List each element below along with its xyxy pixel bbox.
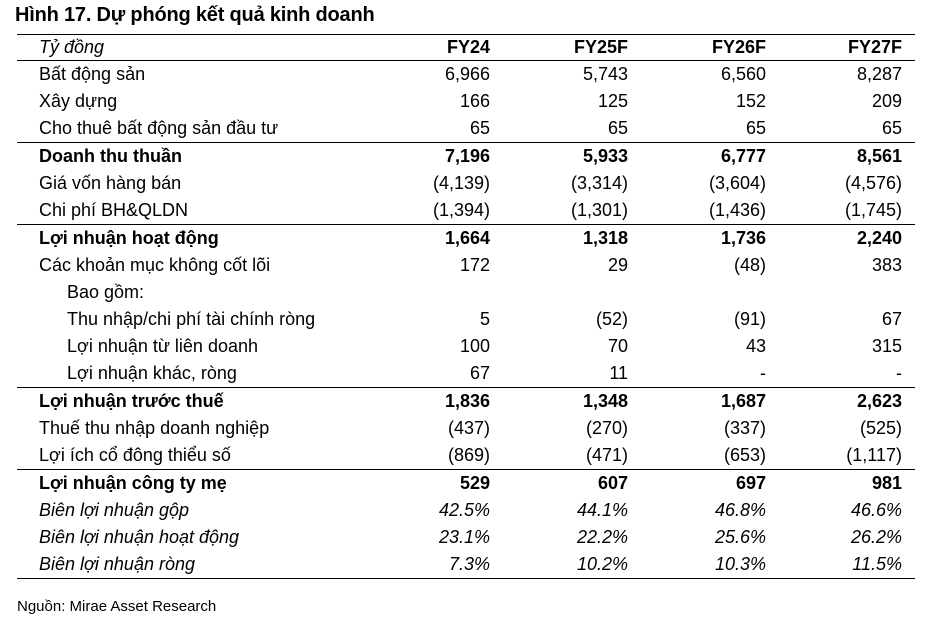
row-value: (3,604) bbox=[708, 173, 766, 193]
row-value: 172 bbox=[459, 255, 490, 275]
row-value: (337) bbox=[723, 418, 766, 438]
table-row bbox=[17, 115, 915, 143]
row-label: Lợi nhuận từ liên doanh bbox=[67, 336, 258, 356]
row-value: 11 bbox=[609, 363, 628, 383]
row-value: 44.1% bbox=[576, 500, 628, 520]
row-value: 65 bbox=[745, 118, 766, 138]
row-value: 42.5% bbox=[438, 500, 490, 520]
year-header: FY25F bbox=[573, 37, 628, 57]
year-header: FY26F bbox=[711, 37, 766, 57]
row-label: Bất động sản bbox=[39, 64, 146, 84]
row-value: 26.2% bbox=[850, 527, 902, 547]
row-value: (471) bbox=[585, 445, 628, 465]
row-value: 5,743 bbox=[582, 64, 628, 84]
table-row bbox=[17, 306, 915, 333]
table-row bbox=[17, 442, 915, 470]
row-value: (52) bbox=[595, 309, 628, 329]
row-value: 166 bbox=[459, 91, 490, 111]
row-value: 6,777 bbox=[720, 146, 766, 166]
row-value: (525) bbox=[859, 418, 902, 438]
row-label: Các khoản mục không cốt lõi bbox=[39, 255, 271, 275]
row-value: 697 bbox=[735, 473, 766, 493]
row-value: (91) bbox=[733, 309, 766, 329]
row-value: 607 bbox=[597, 473, 628, 493]
row-value: 6,966 bbox=[444, 64, 490, 84]
unit-header: Tỷ đồng bbox=[39, 37, 105, 57]
table-row bbox=[17, 225, 915, 253]
row-value: 7.3% bbox=[448, 554, 490, 574]
row-value: (1,745) bbox=[844, 200, 902, 220]
row-value: 70 bbox=[607, 336, 628, 356]
table-row bbox=[17, 415, 915, 442]
row-value: 65 bbox=[881, 118, 902, 138]
table-row bbox=[17, 551, 915, 579]
row-value: 1,348 bbox=[582, 391, 628, 411]
figure-title: Hình 17. Dự phóng kết quả kinh doanh bbox=[15, 4, 375, 26]
row-label: Xây dựng bbox=[39, 91, 118, 111]
row-label: Biên lợi nhuận gộp bbox=[39, 500, 189, 520]
row-value: (4,139) bbox=[432, 173, 490, 193]
row-value bbox=[490, 279, 628, 306]
row-label: Lợi ích cổ đông thiểu số bbox=[39, 445, 231, 465]
row-label: Bao gồm: bbox=[67, 282, 145, 302]
row-value bbox=[766, 279, 915, 306]
row-value: 315 bbox=[871, 336, 902, 356]
table-row bbox=[17, 360, 915, 388]
row-value: 1,318 bbox=[582, 228, 628, 248]
row-label: Biên lợi nhuận ròng bbox=[39, 554, 195, 574]
row-label: Lợi nhuận trước thuế bbox=[39, 391, 224, 411]
row-value: 11.5% bbox=[852, 554, 902, 574]
row-label: Doanh thu thuần bbox=[39, 146, 182, 166]
row-value: 529 bbox=[459, 473, 490, 493]
row-value: 7,196 bbox=[444, 146, 490, 166]
row-value: 10.2% bbox=[576, 554, 628, 574]
row-value: 43 bbox=[745, 336, 766, 356]
row-value: 152 bbox=[735, 91, 766, 111]
row-label: Giá vốn hàng bán bbox=[39, 173, 182, 193]
row-value: (1,301) bbox=[570, 200, 628, 220]
row-value: 23.1% bbox=[438, 527, 490, 547]
row-value: 209 bbox=[871, 91, 902, 111]
row-value: (869) bbox=[447, 445, 490, 465]
row-value: 1,664 bbox=[444, 228, 490, 248]
row-value: 6,560 bbox=[720, 64, 766, 84]
source-note: Nguồn: Mirae Asset Research bbox=[17, 598, 217, 615]
row-value: 29 bbox=[607, 255, 628, 275]
row-value: 2,240 bbox=[856, 228, 902, 248]
row-value: 67 bbox=[881, 309, 902, 329]
row-value: (437) bbox=[447, 418, 490, 438]
row-value: (1,394) bbox=[432, 200, 490, 220]
row-value: (1,436) bbox=[708, 200, 766, 220]
row-value: 2,623 bbox=[856, 391, 902, 411]
row-value: (48) bbox=[733, 255, 766, 275]
row-value: 1,736 bbox=[720, 228, 766, 248]
row-value: 5 bbox=[479, 309, 490, 329]
row-value: 10.3% bbox=[714, 554, 766, 574]
row-value: 46.8% bbox=[714, 500, 766, 520]
row-value: 8,561 bbox=[856, 146, 902, 166]
row-value: 1,687 bbox=[720, 391, 766, 411]
table-row bbox=[17, 170, 915, 197]
row-value: 65 bbox=[469, 118, 490, 138]
row-label: Chi phí BH&QLDN bbox=[39, 200, 189, 220]
table-row bbox=[17, 524, 915, 551]
table-row bbox=[17, 470, 915, 498]
table-row bbox=[17, 143, 915, 171]
row-label: Lợi nhuận khác, ròng bbox=[67, 363, 237, 383]
row-value: - bbox=[896, 363, 902, 383]
row-value: 981 bbox=[871, 473, 902, 493]
year-header: FY27F bbox=[847, 37, 902, 57]
row-label: Lợi nhuận hoạt động bbox=[39, 228, 219, 248]
row-value bbox=[352, 279, 490, 306]
table-row bbox=[17, 388, 915, 416]
row-value: - bbox=[760, 363, 766, 383]
table-header-row bbox=[17, 35, 915, 61]
row-value: (270) bbox=[585, 418, 628, 438]
row-value: 46.6% bbox=[850, 500, 902, 520]
row-value: 22.2% bbox=[576, 527, 628, 547]
table-row bbox=[17, 279, 915, 306]
row-value: 5,933 bbox=[582, 146, 628, 166]
row-value: (1,117) bbox=[846, 445, 902, 465]
row-value bbox=[628, 279, 766, 306]
row-value: 65 bbox=[607, 118, 628, 138]
row-value: 383 bbox=[871, 255, 902, 275]
row-value: 125 bbox=[597, 91, 628, 111]
table-body bbox=[17, 61, 915, 579]
table-row bbox=[17, 88, 915, 115]
table-row bbox=[17, 333, 915, 360]
row-value: (4,576) bbox=[844, 173, 902, 193]
row-label: Lợi nhuận công ty mẹ bbox=[39, 473, 227, 493]
row-label: Thuế thu nhập doanh nghiệp bbox=[39, 418, 270, 438]
row-label: Biên lợi nhuận hoạt động bbox=[39, 527, 240, 547]
row-label: Cho thuê bất động sản đầu tư bbox=[39, 118, 279, 138]
row-value: 100 bbox=[459, 336, 490, 356]
row-value: 8,287 bbox=[856, 64, 902, 84]
row-value: (3,314) bbox=[570, 173, 628, 193]
row-value: 1,836 bbox=[444, 391, 490, 411]
row-value: 67 bbox=[469, 363, 490, 383]
row-value: (653) bbox=[723, 445, 766, 465]
table-row bbox=[17, 197, 915, 225]
table-row bbox=[17, 497, 915, 524]
table-row bbox=[17, 252, 915, 279]
row-label: Thu nhập/chi phí tài chính ròng bbox=[67, 309, 316, 329]
year-header: FY24 bbox=[446, 37, 490, 57]
table-row bbox=[17, 61, 915, 89]
forecast-table-container bbox=[17, 34, 915, 579]
forecast-table bbox=[17, 34, 915, 579]
row-value: 25.6% bbox=[714, 527, 766, 547]
